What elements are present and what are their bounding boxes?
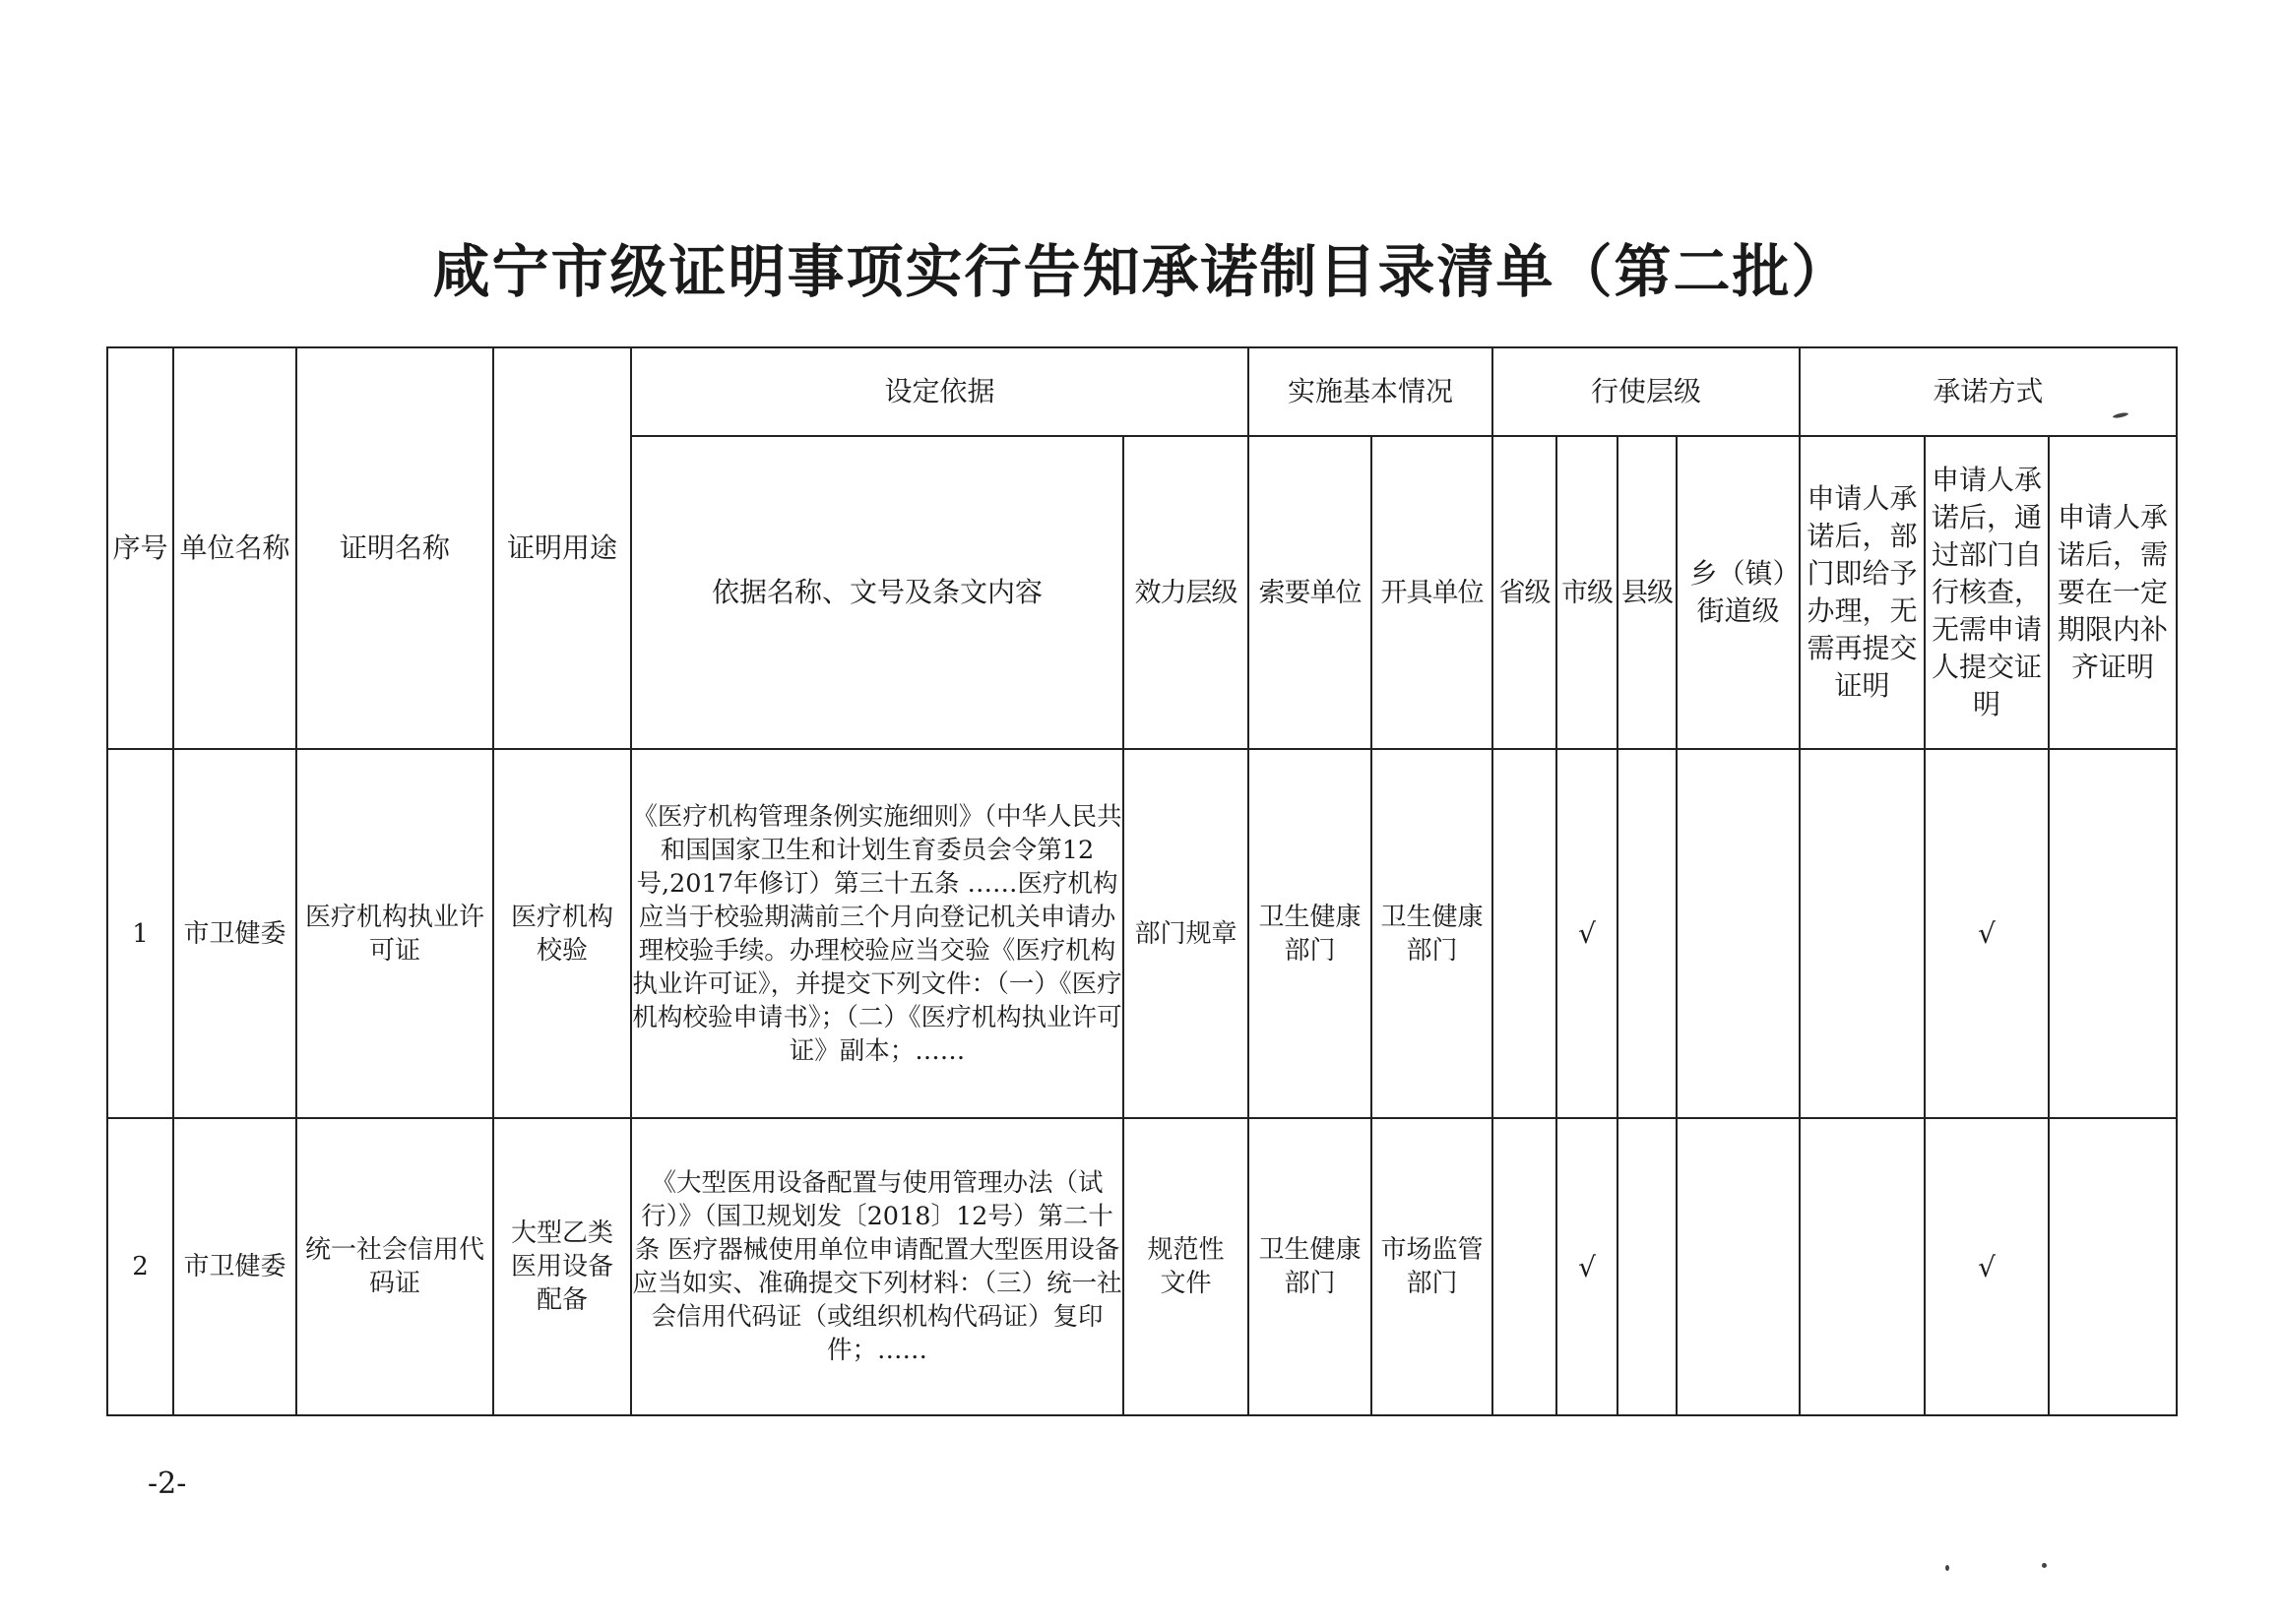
header-promise-2: 申请人承诺后，通过部门自行核查，无需申请人提交证明 [1925, 436, 2049, 749]
row-level-county [1617, 749, 1677, 1118]
header-level-province: 省级 [1492, 436, 1556, 749]
header-promise-group: 承诺方式 [1800, 347, 2177, 436]
row-level-city-check: √ [1556, 749, 1617, 1118]
row-issuing-unit: 卫生健康部门 [1371, 749, 1492, 1118]
row-promise-2-check: √ [1925, 749, 2049, 1118]
row-seq: 1 [107, 749, 173, 1118]
header-cert-use: 证明用途 [493, 347, 631, 749]
row-cert-use: 医疗机构校验 [493, 749, 631, 1118]
row-level-province [1492, 749, 1556, 1118]
row-issuing-unit: 市场监管部门 [1371, 1118, 1492, 1415]
header-issuing-unit: 开具单位 [1371, 436, 1492, 749]
row-cert-name: 统一社会信用代码证 [296, 1118, 493, 1415]
header-unit-name: 单位名称 [173, 347, 296, 749]
row-requesting-unit: 卫生健康部门 [1248, 1118, 1371, 1415]
row-promise-2-check: √ [1925, 1118, 2049, 1415]
row-unit-name: 市卫健委 [173, 1118, 296, 1415]
header-level-township: 乡（镇）街道级 [1677, 436, 1800, 749]
row-promise-1 [1800, 1118, 1925, 1415]
row-cert-name: 医疗机构执业许可证 [296, 749, 493, 1118]
row-promise-3 [2049, 1118, 2177, 1415]
table-row [107, 1118, 2177, 1415]
header-basis-group: 设定依据 [631, 347, 1248, 436]
row-effect-level: 规范性文件 [1123, 1118, 1248, 1415]
header-level-county: 县级 [1617, 436, 1677, 749]
header-promise-3: 申请人承诺后，需要在一定期限内补齐证明 [2049, 436, 2177, 749]
scan-speck [1945, 1565, 1949, 1571]
header-level-city: 市级 [1556, 436, 1617, 749]
header-cert-name: 证明名称 [296, 347, 493, 749]
row-promise-3 [2049, 749, 2177, 1118]
row-unit-name: 市卫健委 [173, 749, 296, 1118]
row-requesting-unit: 卫生健康部门 [1248, 749, 1371, 1118]
header-level-group: 行使层级 [1492, 347, 1800, 436]
header-requesting-unit: 索要单位 [1248, 436, 1371, 749]
page-number: -2- [148, 1467, 187, 1501]
row-level-city-check: √ [1556, 1118, 1617, 1415]
row-level-province [1492, 1118, 1556, 1415]
row-effect-level: 部门规章 [1123, 749, 1248, 1118]
row-seq: 2 [107, 1118, 173, 1415]
row-level-county [1617, 1118, 1677, 1415]
header-promise-1: 申请人承诺后，部门即给予办理，无需再提交证明 [1800, 436, 1925, 749]
row-cert-use: 大型乙类医用设备配备 [493, 1118, 631, 1415]
row-level-township [1677, 1118, 1800, 1415]
table-row [107, 749, 2177, 1118]
catalog-table [106, 346, 2178, 1416]
header-impl-group: 实施基本情况 [1248, 347, 1492, 436]
row-level-township [1677, 749, 1800, 1118]
header-seq: 序号 [107, 347, 173, 749]
document-title: 咸宁市级证明事项实行告知承诺制目录清单（第二批） [432, 238, 1851, 305]
row-basis: 《大型医用设备配置与使用管理办法（试行）》（国卫规划发〔2018〕12号）第二十条 医疗器械使用单位申请配置大型医用设备应当如实、准确提交下列材料：（三）统一社会信用代码证（或组织机构代码证）复印件；…… [631, 1118, 1123, 1415]
header-effect-level: 效力层级 [1123, 436, 1248, 749]
header-row-1 [107, 347, 2177, 436]
row-promise-1 [1800, 749, 1925, 1118]
header-basis-detail: 依据名称、文号及条文内容 [631, 436, 1123, 749]
scan-speck [2042, 1563, 2047, 1568]
row-basis: 《医疗机构管理条例实施细则》（中华人民共和国国家卫生和计划生育委员会令第12号,2017年修订）第三十五条 ……医疗机构应当于校验期满前三个月向登记机关申请办理校验手续。办理校验应当交验《医疗机构执业许可证》，并提交下列文件：（一）《医疗机构校验申请书》；（二）《医疗机构执业许可证》副本；…… [631, 749, 1123, 1118]
